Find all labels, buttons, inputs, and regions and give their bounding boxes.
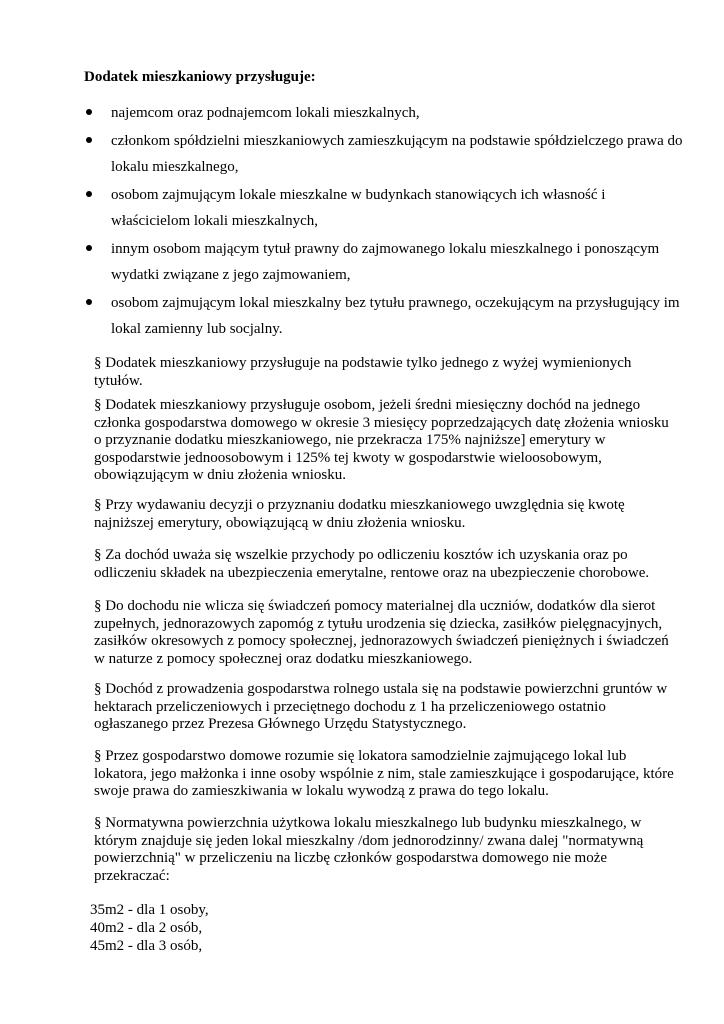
paragraph: § Przy wydawaniu decyzji o przyznaniu dodatku mieszkaniowego uwzględnia się kwotę najniższej emerytury, obowiązującą w dniu złożenia wniosku.	[94, 497, 625, 531]
list-item: osobom zajmującym lokale mieszkalne w budynkach stanowiących ich własność i właścicielom lokali mieszkalnych,	[84, 182, 684, 234]
paragraph: § Za dochód uważa się wszelkie przychody po odliczeniu kosztów ich uzyskania oraz po odliczeniu składek na ubezpieczenia emerytalne, rentowe oraz na ubezpieczenie chorobowe.	[94, 547, 650, 581]
area-limits-list	[90, 901, 209, 955]
eligibility-list	[84, 100, 684, 344]
paragraph: § Przez gospodarstwo domowe rozumie się lokatora samodzielnie zajmującego lokal lub lokatora, jego małżonka i inne osoby wspólnie z nim, stale zamieszkujące i gospodarujące, które swoje prawa do zamieszkiwania w lokalu wywodzą z prawa do tego lokalu.	[94, 748, 674, 799]
list-item: członkom spółdzielni mieszkaniowych zamieszkującym na podstawie spółdzielczego prawa do lokalu mieszkalnego,	[84, 128, 684, 180]
paragraph: § Dodatek mieszkaniowy przysługuje osobom, jeżeli średni miesięczny dochód na jednego członka gospodarstwa domowego w okresie 3 miesięcy poprzedzających datę złożenia wniosku o przyznanie dodatku mieszkaniowego, nie przekracza 175% najniższe] emerytury w gospodarstwie jednoosobowym i 125% tej kwoty w gospodarstwie wieloosobowym, obowiązującym w dniu złożenia wniosku.	[94, 397, 669, 483]
paragraph: § Dochód z prowadzenia gospodarstwa rolnego ustala się na podstawie powierzchni gruntów w hektarach przeliczeniowych i przeciętnego dochodu z 1 ha przeliczeniowego ostatnio ogłaszanego przez Prezesa Głównego Urzędu Statystycznego.	[94, 681, 668, 732]
list-item: 45m2 - dla 3 osób,	[90, 938, 203, 954]
document-heading: Dodatek mieszkaniowy przysługuje:	[84, 69, 316, 85]
list-item: innym osobom mającym tytuł prawny do zajmowanego lokalu mieszkalnego i ponoszącym wydatki związane z jego zajmowaniem,	[84, 236, 684, 288]
list-item: najemcom oraz podnajemcom lokali mieszkalnych,	[84, 100, 684, 126]
paragraph: § Dodatek mieszkaniowy przysługuje na podstawie tylko jednego z wyżej wymienionych tytułów.	[94, 355, 632, 389]
list-item: 40m2 - dla 2 osób,	[90, 920, 203, 936]
list-item: 35m2 - dla 1 osoby,	[90, 902, 209, 918]
paragraph: § Do dochodu nie wlicza się świadczeń pomocy materialnej dla uczniów, dodatków dla sierot zupełnych, jednorazowych zapomóg z tytułu urodzenia się dziecka, zasiłków pielęgnacyjnych, zasiłków okresowych z pomocy społecznej, jednorazowych świadczeń pieniężnych i świadczeń w naturze z pomocy społecznej oraz dodatku mieszkaniowego.	[94, 598, 669, 667]
paragraph: § Normatywna powierzchnia użytkowa lokalu mieszkalnego lub budynku mieszkalnego, w którym znajduje się jeden lokal mieszkalny /dom jednorodzinny/ zwana dalej "normatywną powierzchnią" w przeliczeniu na liczbę członków gospodarstwa domowego nie może przekraczać:	[94, 815, 644, 884]
list-item: osobom zajmującym lokal mieszkalny bez tytułu prawnego, oczekującym na przysługujący im lokal zamienny lub socjalny.	[84, 290, 684, 342]
